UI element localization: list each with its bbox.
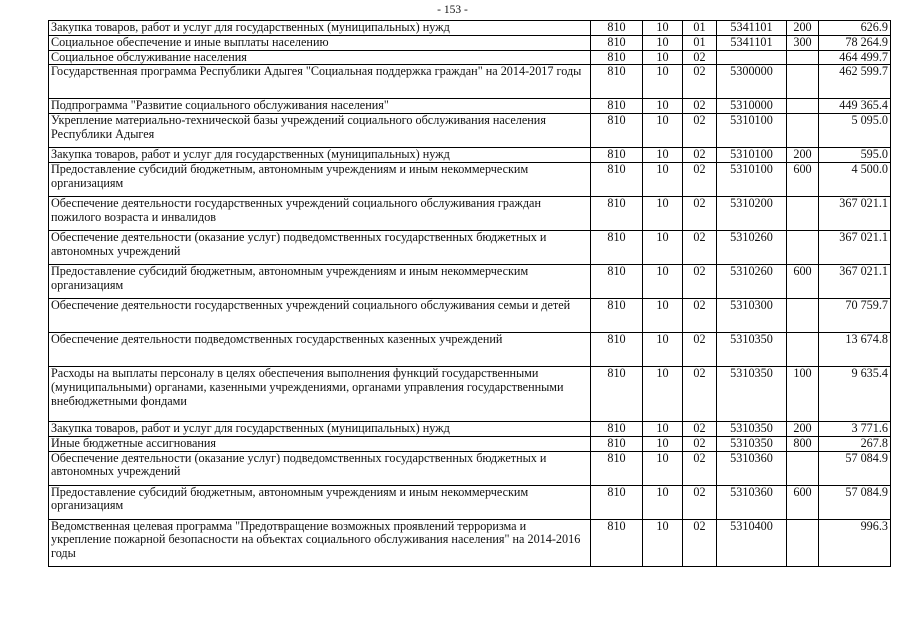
row-expense-type-cell xyxy=(787,230,819,264)
row-admin-code-cell: 810 xyxy=(591,50,643,65)
row-section-cell: 10 xyxy=(643,114,683,148)
budget-table-body xyxy=(49,21,891,567)
row-name-cell: Укрепление материально-технической базы учреждений социального обслуживания населения Республики Адыгея xyxy=(49,114,591,148)
row-expense-type-cell: 600 xyxy=(787,264,819,298)
table-row xyxy=(49,519,891,566)
row-expense-type-cell: 600 xyxy=(787,162,819,196)
row-admin-code-cell: 810 xyxy=(591,366,643,421)
row-name-cell: Социальное обеспечение и иные выплаты населению xyxy=(49,35,591,50)
row-name-cell: Обеспечение деятельности государственных учреждений социального обслуживания семьи и детей xyxy=(49,298,591,332)
table-row xyxy=(49,35,891,50)
row-subsection-cell: 02 xyxy=(683,114,717,148)
table-row xyxy=(49,451,891,485)
row-target-article-cell: 5300000 xyxy=(717,65,787,99)
row-name-cell: Обеспечение деятельности государственных учреждений социального обслуживания граждан пожилого возраста и инвалидов xyxy=(49,196,591,230)
row-expense-type-cell: 100 xyxy=(787,366,819,421)
row-subsection-cell: 01 xyxy=(683,21,717,36)
row-admin-code-cell: 810 xyxy=(591,21,643,36)
row-target-article-cell: 5310100 xyxy=(717,114,787,148)
row-section-cell: 10 xyxy=(643,35,683,50)
row-amount-cell: 464 499.7 xyxy=(819,50,891,65)
row-amount-cell: 4 500.0 xyxy=(819,162,891,196)
table-row xyxy=(49,162,891,196)
row-target-article-cell: 5341101 xyxy=(717,21,787,36)
row-amount-cell: 57 084.9 xyxy=(819,485,891,519)
table-row xyxy=(49,50,891,65)
table-row xyxy=(49,21,891,36)
table-row xyxy=(49,148,891,163)
row-section-cell: 10 xyxy=(643,162,683,196)
row-admin-code-cell: 810 xyxy=(591,35,643,50)
row-section-cell: 10 xyxy=(643,196,683,230)
row-target-article-cell: 5310350 xyxy=(717,436,787,451)
table-row xyxy=(49,230,891,264)
row-name-cell: Закупка товаров, работ и услуг для государственных (муниципальных) нужд xyxy=(49,148,591,163)
row-section-cell: 10 xyxy=(643,230,683,264)
row-admin-code-cell: 810 xyxy=(591,298,643,332)
row-amount-cell: 595.0 xyxy=(819,148,891,163)
row-section-cell: 10 xyxy=(643,451,683,485)
row-subsection-cell: 02 xyxy=(683,99,717,114)
row-section-cell: 10 xyxy=(643,519,683,566)
row-subsection-cell: 02 xyxy=(683,230,717,264)
row-name-cell: Закупка товаров, работ и услуг для государственных (муниципальных) нужд xyxy=(49,21,591,36)
table-row xyxy=(49,485,891,519)
table-row xyxy=(49,298,891,332)
row-expense-type-cell xyxy=(787,99,819,114)
row-subsection-cell: 02 xyxy=(683,485,717,519)
row-name-cell: Расходы на выплаты персоналу в целях обеспечения выполнения функций государственными (муниципальными) органами, казенными учреждениями, органами управления государственными внебюджетными фондами xyxy=(49,366,591,421)
row-expense-type-cell: 200 xyxy=(787,148,819,163)
row-target-article-cell: 5310260 xyxy=(717,230,787,264)
row-target-article-cell: 5310360 xyxy=(717,485,787,519)
row-amount-cell: 449 365.4 xyxy=(819,99,891,114)
row-subsection-cell: 02 xyxy=(683,162,717,196)
row-subsection-cell: 01 xyxy=(683,35,717,50)
row-admin-code-cell: 810 xyxy=(591,148,643,163)
table-row xyxy=(49,436,891,451)
row-expense-type-cell: 200 xyxy=(787,421,819,436)
row-expense-type-cell xyxy=(787,519,819,566)
row-admin-code-cell: 810 xyxy=(591,264,643,298)
row-amount-cell: 367 021.1 xyxy=(819,230,891,264)
row-amount-cell: 3 771.6 xyxy=(819,421,891,436)
table-row xyxy=(49,332,891,366)
row-target-article-cell xyxy=(717,50,787,65)
row-section-cell: 10 xyxy=(643,485,683,519)
row-subsection-cell: 02 xyxy=(683,519,717,566)
row-target-article-cell: 5310400 xyxy=(717,519,787,566)
row-section-cell: 10 xyxy=(643,50,683,65)
row-section-cell: 10 xyxy=(643,332,683,366)
row-admin-code-cell: 810 xyxy=(591,332,643,366)
row-name-cell: Обеспечение деятельности (оказание услуг) подведомственных государственных бюджетных и автономных учреждений xyxy=(49,230,591,264)
row-amount-cell: 996.3 xyxy=(819,519,891,566)
row-admin-code-cell: 810 xyxy=(591,114,643,148)
row-admin-code-cell: 810 xyxy=(591,99,643,114)
row-section-cell: 10 xyxy=(643,148,683,163)
table-row xyxy=(49,264,891,298)
row-subsection-cell: 02 xyxy=(683,298,717,332)
row-expense-type-cell xyxy=(787,332,819,366)
row-expense-type-cell xyxy=(787,451,819,485)
row-section-cell: 10 xyxy=(643,99,683,114)
row-subsection-cell: 02 xyxy=(683,148,717,163)
row-expense-type-cell xyxy=(787,196,819,230)
row-section-cell: 10 xyxy=(643,264,683,298)
row-amount-cell: 267.8 xyxy=(819,436,891,451)
row-section-cell: 10 xyxy=(643,421,683,436)
row-target-article-cell: 5310100 xyxy=(717,162,787,196)
row-section-cell: 10 xyxy=(643,298,683,332)
row-amount-cell: 78 264.9 xyxy=(819,35,891,50)
row-subsection-cell: 02 xyxy=(683,196,717,230)
row-expense-type-cell xyxy=(787,65,819,99)
row-amount-cell: 57 084.9 xyxy=(819,451,891,485)
row-name-cell: Предоставление субсидий бюджетным, автономным учреждениям и иным некоммерческим организациям xyxy=(49,162,591,196)
row-target-article-cell: 5310350 xyxy=(717,366,787,421)
table-row xyxy=(49,366,891,421)
row-name-cell: Подпрограмма "Развитие социального обслуживания населения" xyxy=(49,99,591,114)
row-subsection-cell: 02 xyxy=(683,451,717,485)
row-admin-code-cell: 810 xyxy=(591,65,643,99)
row-admin-code-cell: 810 xyxy=(591,162,643,196)
row-name-cell: Закупка товаров, работ и услуг для государственных (муниципальных) нужд xyxy=(49,421,591,436)
row-target-article-cell: 5310200 xyxy=(717,196,787,230)
row-name-cell: Предоставление субсидий бюджетным, автономным учреждениям и иным некоммерческим организациям xyxy=(49,485,591,519)
row-amount-cell: 13 674.8 xyxy=(819,332,891,366)
table-row xyxy=(49,65,891,99)
row-name-cell: Государственная программа Республики Адыгея "Социальная поддержка граждан" на 2014-2017 годы xyxy=(49,65,591,99)
row-admin-code-cell: 810 xyxy=(591,485,643,519)
row-name-cell: Обеспечение деятельности подведомственных государственных казенных учреждений xyxy=(49,332,591,366)
row-expense-type-cell: 200 xyxy=(787,21,819,36)
row-admin-code-cell: 810 xyxy=(591,421,643,436)
table-row xyxy=(49,421,891,436)
row-expense-type-cell xyxy=(787,298,819,332)
row-admin-code-cell: 810 xyxy=(591,196,643,230)
row-subsection-cell: 02 xyxy=(683,421,717,436)
row-admin-code-cell: 810 xyxy=(591,436,643,451)
row-name-cell: Социальное обслуживание населения xyxy=(49,50,591,65)
row-expense-type-cell xyxy=(787,50,819,65)
row-target-article-cell: 5310300 xyxy=(717,298,787,332)
row-subsection-cell: 02 xyxy=(683,50,717,65)
row-target-article-cell: 5310350 xyxy=(717,421,787,436)
row-amount-cell: 5 095.0 xyxy=(819,114,891,148)
row-section-cell: 10 xyxy=(643,436,683,451)
row-target-article-cell: 5310350 xyxy=(717,332,787,366)
row-target-article-cell: 5341101 xyxy=(717,35,787,50)
row-admin-code-cell: 810 xyxy=(591,451,643,485)
row-amount-cell: 367 021.1 xyxy=(819,264,891,298)
row-amount-cell: 626.9 xyxy=(819,21,891,36)
row-name-cell: Предоставление субсидий бюджетным, автономным учреждениям и иным некоммерческим организациям xyxy=(49,264,591,298)
page-number: - 153 - xyxy=(437,4,468,16)
row-admin-code-cell: 810 xyxy=(591,519,643,566)
row-amount-cell: 367 021.1 xyxy=(819,196,891,230)
budget-table xyxy=(48,20,891,567)
row-target-article-cell: 5310360 xyxy=(717,451,787,485)
row-name-cell: Ведомственная целевая программа "Предотвращение возможных проявлений терроризма и укрепление пожарной безопасности на объектах социального обслуживания населения" на 2014-2016 годы xyxy=(49,519,591,566)
row-amount-cell: 462 599.7 xyxy=(819,65,891,99)
row-subsection-cell: 02 xyxy=(683,264,717,298)
row-subsection-cell: 02 xyxy=(683,366,717,421)
row-section-cell: 10 xyxy=(643,21,683,36)
table-row xyxy=(49,196,891,230)
table-row xyxy=(49,114,891,148)
row-target-article-cell: 5310000 xyxy=(717,99,787,114)
row-amount-cell: 70 759.7 xyxy=(819,298,891,332)
row-name-cell: Иные бюджетные ассигнования xyxy=(49,436,591,451)
row-expense-type-cell: 800 xyxy=(787,436,819,451)
row-target-article-cell: 5310260 xyxy=(717,264,787,298)
row-subsection-cell: 02 xyxy=(683,65,717,99)
row-expense-type-cell: 600 xyxy=(787,485,819,519)
row-expense-type-cell xyxy=(787,114,819,148)
row-admin-code-cell: 810 xyxy=(591,230,643,264)
row-section-cell: 10 xyxy=(643,366,683,421)
row-expense-type-cell: 300 xyxy=(787,35,819,50)
row-name-cell: Обеспечение деятельности (оказание услуг) подведомственных государственных бюджетных и автономных учреждений xyxy=(49,451,591,485)
row-subsection-cell: 02 xyxy=(683,332,717,366)
row-section-cell: 10 xyxy=(643,65,683,99)
table-row xyxy=(49,99,891,114)
row-amount-cell: 9 635.4 xyxy=(819,366,891,421)
row-subsection-cell: 02 xyxy=(683,436,717,451)
row-target-article-cell: 5310100 xyxy=(717,148,787,163)
